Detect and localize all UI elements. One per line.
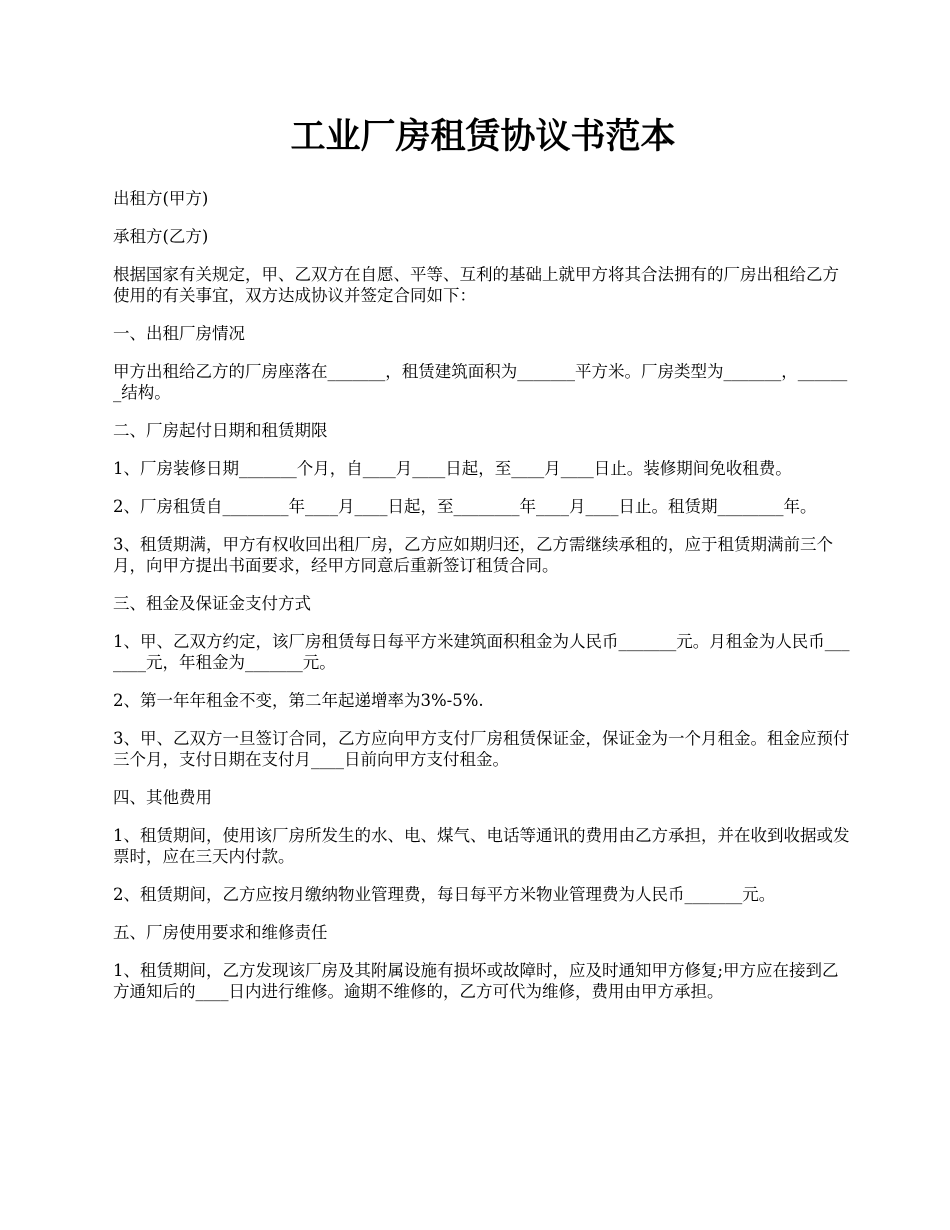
party-b-line: 承租方(乙方) — [113, 227, 209, 246]
section-3-clause-3: 3、甲、乙双方一旦签订合同，乙方应向甲方支付厂房租赁保证金，保证金为一个月租金。租金应预付三个月，支付日期在支付月____日前向甲方支付租金。 — [113, 729, 850, 769]
section-heading-2: 二、厂房起付日期和租赁期限 — [113, 421, 328, 440]
section-heading-5: 五、厂房使用要求和维修责任 — [113, 923, 328, 942]
section-3-clause-2: 2、第一年年租金不变，第二年起递增率为3%-5%. — [113, 691, 484, 710]
document-page — [113, 112, 853, 1019]
section-heading-3: 三、租金及保证金支付方式 — [113, 594, 311, 613]
section-4-clause-2: 2、租赁期间，乙方应按月缴纳物业管理费，每日每平方米物业管理费为人民币_______元。 — [113, 885, 776, 904]
section-heading-1: 一、出租厂房情况 — [113, 324, 245, 343]
section-4-clause-1: 1、租赁期间，使用该厂房所发生的水、电、煤气、电话等通讯的费用由乙方承担，并在收到收据或发票时，应在三天内付款。 — [113, 826, 850, 866]
section-2-clause-2: 2、厂房租赁自________年____月____日起，至________年____月____日止。租赁期________年。 — [113, 497, 817, 516]
party-a-line: 出租方(甲方) — [113, 189, 209, 208]
section-2-clause-3: 3、租赁期满，甲方有权收回出租厂房，乙方应如期归还，乙方需继续承租的，应于租赁期满前三个月，向甲方提出书面要求，经甲方同意后重新签订租赁合同。 — [113, 535, 833, 575]
section-5-clause-1: 1、租赁期间，乙方发现该厂房及其附属设施有损坏或故障时，应及时通知甲方修复;甲方应在接到乙方通知后的____日内进行维修。逾期不维修的，乙方可代为维修，费用由甲方承担。 — [113, 961, 839, 1001]
section-1-paragraph: 甲方出租给乙方的厂房座落在_______，租赁建筑面积为_______平方米。厂房类型为_______，_______结构。 — [113, 362, 848, 402]
preamble-paragraph: 根据国家有关规定，甲、乙双方在自愿、平等、互利的基础上就甲方将其合法拥有的厂房出租给乙方使用的有关事宜，双方达成协议并签定合同如下： — [113, 265, 839, 305]
section-2-clause-1: 1、厂房装修日期_______个月，自____月____日起，至____月____日止。装修期间免收租费。 — [113, 459, 792, 478]
document-title: 工业厂房租赁协议书范本 — [290, 116, 676, 157]
section-3-clause-1: 1、甲、乙双方约定，该厂房租赁每日每平方米建筑面积租金为人民币_______元。月租金为人民币_______元，年租金为_______元。 — [113, 632, 850, 672]
section-heading-4: 四、其他费用 — [113, 788, 212, 807]
